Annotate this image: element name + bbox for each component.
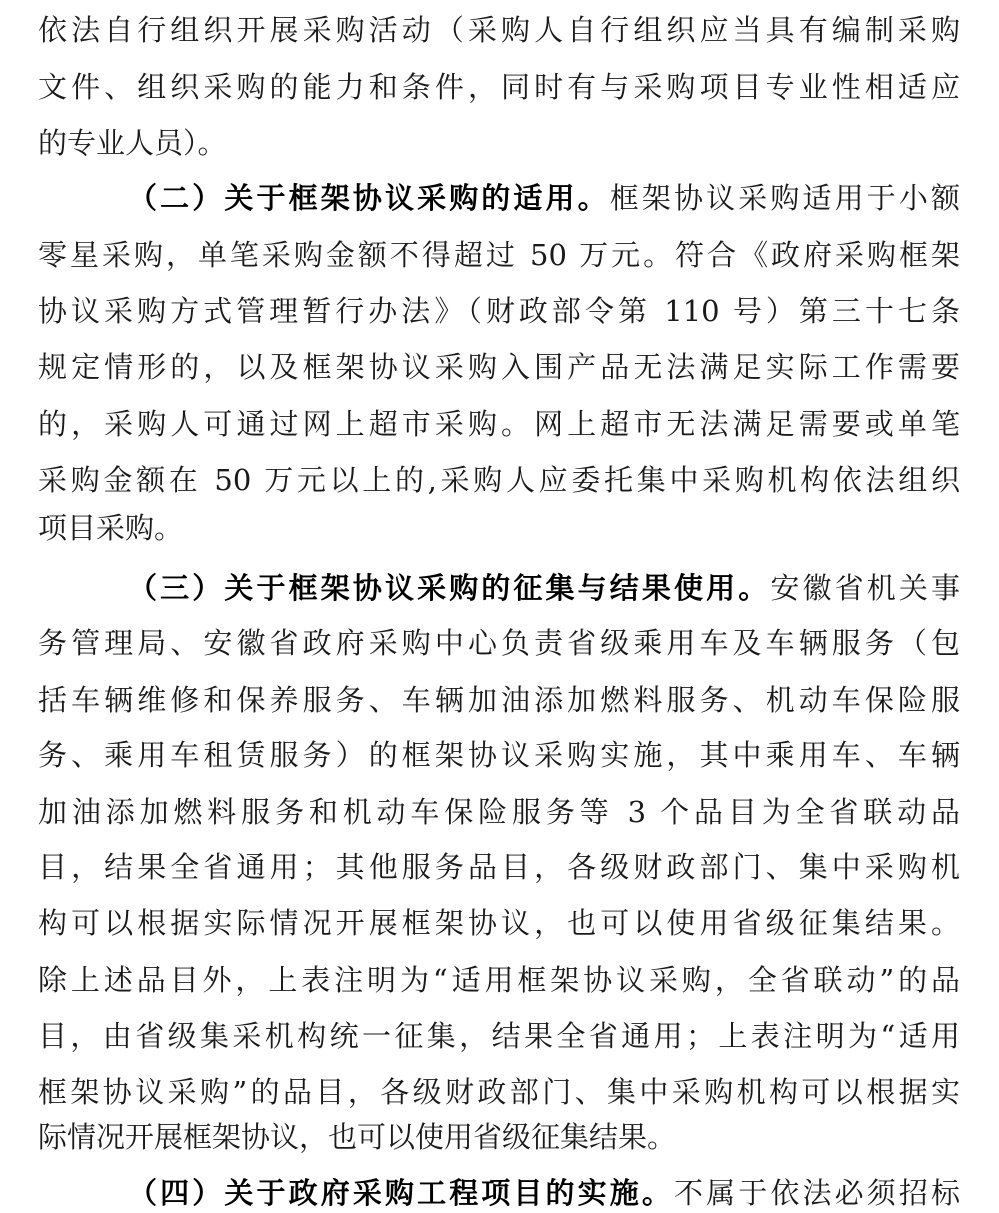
text-line (38, 792, 960, 832)
text-line (38, 10, 960, 50)
line-text: 依法自行组织开展采购活动（采购人自行组织应当具有编制采购 (38, 13, 960, 47)
line-text: 务、乘用车租赁服务）的框架协议采购实施，其中乘用车、车辆 (38, 738, 960, 772)
line-text: 除上述品目外，上表注明为“适用框架协议采购，全省联动”的品 (38, 963, 960, 997)
line-text: 加油添加燃料服务和机动车保险服务等 3 个品目为全省联动品 (38, 795, 960, 829)
line-text: 的专业人员）。 (38, 126, 227, 160)
text-line (38, 903, 960, 943)
text-line (38, 460, 960, 500)
text-line (38, 1072, 960, 1112)
line-text: 目，结果全省通用；其他服务品目，各级财政部门、集中采购机 (38, 850, 960, 884)
line-text: 际情况开展框架协议，也可以使用省级征集结果。 (38, 1120, 677, 1154)
line-text: 不属于依法必须招标 (674, 1176, 960, 1210)
line-text: 构可以根据实际情况开展框架协议，也可以使用省级征集结果。 (38, 906, 960, 940)
line-text: 安徽省机关事 (770, 571, 960, 605)
section-heading: （三）关于框架协议采购的征集与结果使用。 (128, 571, 771, 605)
text-line (38, 1117, 960, 1157)
text-line (38, 235, 960, 275)
line-text: 括车辆维修和保养服务、车辆加油添加燃料服务、机动车保险服 (38, 683, 960, 717)
section-heading: （四）关于政府采购工程项目的实施。 (128, 1176, 675, 1210)
section-heading: （二）关于框架协议采购的适用。 (128, 181, 610, 215)
text-line (38, 404, 960, 444)
text-line (38, 508, 960, 548)
line-text: 目，由省级集采机构统一征集，结果全省通用；上表注明为“适用 (38, 1019, 960, 1053)
text-line (38, 960, 960, 1000)
line-text: 零星采购，单笔采购金额不得超过 50 万元。符合《政府采购框架 (38, 238, 960, 272)
line-text: 的，采购人可通过网上超市采购。网上超市无法满足需要或单笔 (38, 407, 960, 441)
text-line (38, 291, 960, 331)
line-text: 项目采购。 (38, 511, 184, 545)
line-text: 协议采购方式管理暂行办法》（财政部令第 110 号）第三十七条 (38, 294, 960, 328)
section-heading-line (128, 1173, 960, 1213)
section-heading-line (128, 178, 960, 218)
text-line (38, 623, 960, 663)
section-heading-line (128, 568, 960, 608)
line-text: 框架协议采购”的品目，各级财政部门、集中采购机构可以根据实 (38, 1075, 960, 1109)
text-line (38, 735, 960, 775)
line-text: 务管理局、安徽省政府采购中心负责省级乘用车及车辆服务（包 (38, 626, 960, 660)
text-line (38, 347, 960, 387)
line-text: 采购金额在 50 万元以上的,采购人应委托集中采购机构依法组织 (38, 463, 960, 497)
text-line (38, 680, 960, 720)
line-text: 规定情形的，以及框架协议采购入围产品无法满足实际工作需要 (38, 350, 960, 384)
line-text: 文件、组织采购的能力和条件，同时有与采购项目专业性相适应 (38, 70, 960, 104)
line-text: 框架协议采购适用于小额 (609, 181, 960, 215)
text-line (38, 847, 960, 887)
text-line (38, 123, 960, 163)
text-line (38, 67, 960, 107)
text-line (38, 1016, 960, 1056)
